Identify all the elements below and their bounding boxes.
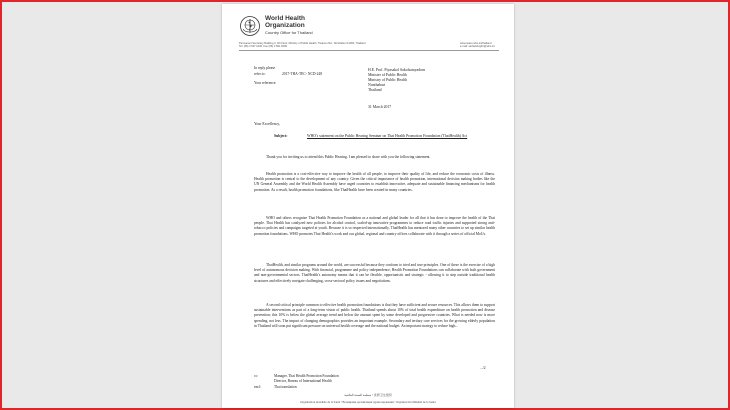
encl-text: Thai translation [274, 385, 297, 389]
letter-date: 31 March 2017 [368, 105, 392, 109]
paragraph: ThaiHealth, and similar programs around the world, are successful because they conform to tried and true principles. One of these is the exercise of a high level of autonomous decision making. With financial, programme and policy independence, Health Promotion Foundations can collaborate with both government and non-governmental sectors. ThaiHealth's autonomy means that it can be flexible, opportunistic and strategic - allowing it to step outside traditional health structures and effectively navigate challenging, cross-sectoral policy issues and negotiations. [254, 263, 495, 283]
subject-label: Subject: [274, 134, 288, 138]
refer-value: 2017-THA-TEC- NCD-248 [282, 72, 323, 76]
recipient-line: H.E. Prof. Piyasakol Sakolsatayadorn [368, 68, 426, 72]
org-name-line2: Organization [265, 22, 305, 29]
email: e-mail: sethawhcgthr@who.int [460, 45, 495, 49]
letter-page [222, 4, 514, 408]
subject-text: WHO's statement on the Public Hearing Seminar on Thai Health Promotion Foundation (ThaiHealth) Act [307, 134, 468, 138]
paragraph: A second critical principle common to effective health promotion foundations is that they have sufficient and secure resources. This allows them to support sustainable interventions as part of a long-term vision of public health. Thailand spends about 10% of total health expenditure on health promotion and disease prevention; this 10% is below the global average trend and below the amount spent by some developed and progressive countries. What is needed now is more spending, not less. The impact of changing demographics provides an important example. Secondary and tertiary care services for the growing elderly population in Thailand will soon put significant pressure on universal health coverage and the national budget. An important strategy to reduce high... [254, 303, 495, 328]
org-name-line1: World Health [265, 15, 305, 22]
encl-label: encl: [254, 385, 261, 389]
recipient-line: Ministry of Public Health [368, 78, 407, 83]
your-reference-label: Your reference: [254, 81, 277, 85]
recipient-line: Nonthaburi [368, 83, 386, 88]
cc-line: Director, Bureau of International Health [274, 379, 332, 383]
recipient-line: Minister of Public Health [368, 73, 407, 78]
contact-block [460, 42, 495, 49]
header-divider [239, 50, 499, 51]
cc-label: cc: [254, 374, 259, 378]
paragraph: Health promotion is a cost-effective way to improve the health of all people, to improve their quality of life, and reduce the economic costs of illness. Health promotion is central to the development of any country. Given the critical importance of health promotion, international decision making bodies like the UN General Assembly and the World Health Assembly have urged countries to establish innovative, adequate and sustainable financing mechanisms for health promotion. As a result, health promotion foundations, like ThaiHealth have been created in many countries. [254, 172, 495, 192]
website: www.searo.who.int/thailand [460, 42, 492, 45]
paragraph: WHO and others recognize Thai Health Promotion Foundation as a national and global leader for all that it has done to improve the health of the Thai people. Thai Health has catalyzed new policies for alcohol control, scaled-up innovative programmes to reduce road traffic injuries and supported strong anti-tobacco policies and campaigns targeted at youth. Because it is so respected internationally, ThaiHealth has mentored many other countries to set up similar health promotion foundations. WHO promotes Thai Health's work and our global, regional and country offices collaborate with it through a series of official MoUs. [254, 216, 495, 236]
paragraph: Thank you for inviting us to attend this Public Hearing. I am pleased to share with you the following statement. [266, 155, 431, 159]
phone-line: Tel: (66) 2 547 0100, Fax (66) 2 591 8199 [239, 45, 287, 49]
salutation: Your Excellency, [254, 122, 280, 126]
office-name: Country Office for Thailand [265, 30, 313, 35]
org-name [265, 15, 305, 29]
recipient-line: Thailand [368, 88, 382, 93]
refer-label: refer to: [254, 72, 266, 76]
recipient-block [368, 68, 425, 93]
address-line: Permanent Secretary Building 3, 4th Floor, Ministry of Public Health, Tiwanon Rd., Nonthaburi 11000, Thailand [239, 42, 366, 45]
address-block [239, 42, 409, 49]
footer-arabic-chinese: منظمة الصحة العالمية • 世界卫生组织 [344, 393, 392, 397]
reply-label: In reply please [254, 66, 276, 70]
cc-line: Manager, Thai Health Promotion Foundation [274, 374, 339, 378]
footer-multilingual: Organisation mondiale de la Santé • Всемирная организация здравоохранения • Organización Mundial de la Salud [300, 400, 436, 404]
continued-marker: .../2 [480, 366, 486, 370]
who-emblem-icon [239, 15, 261, 37]
